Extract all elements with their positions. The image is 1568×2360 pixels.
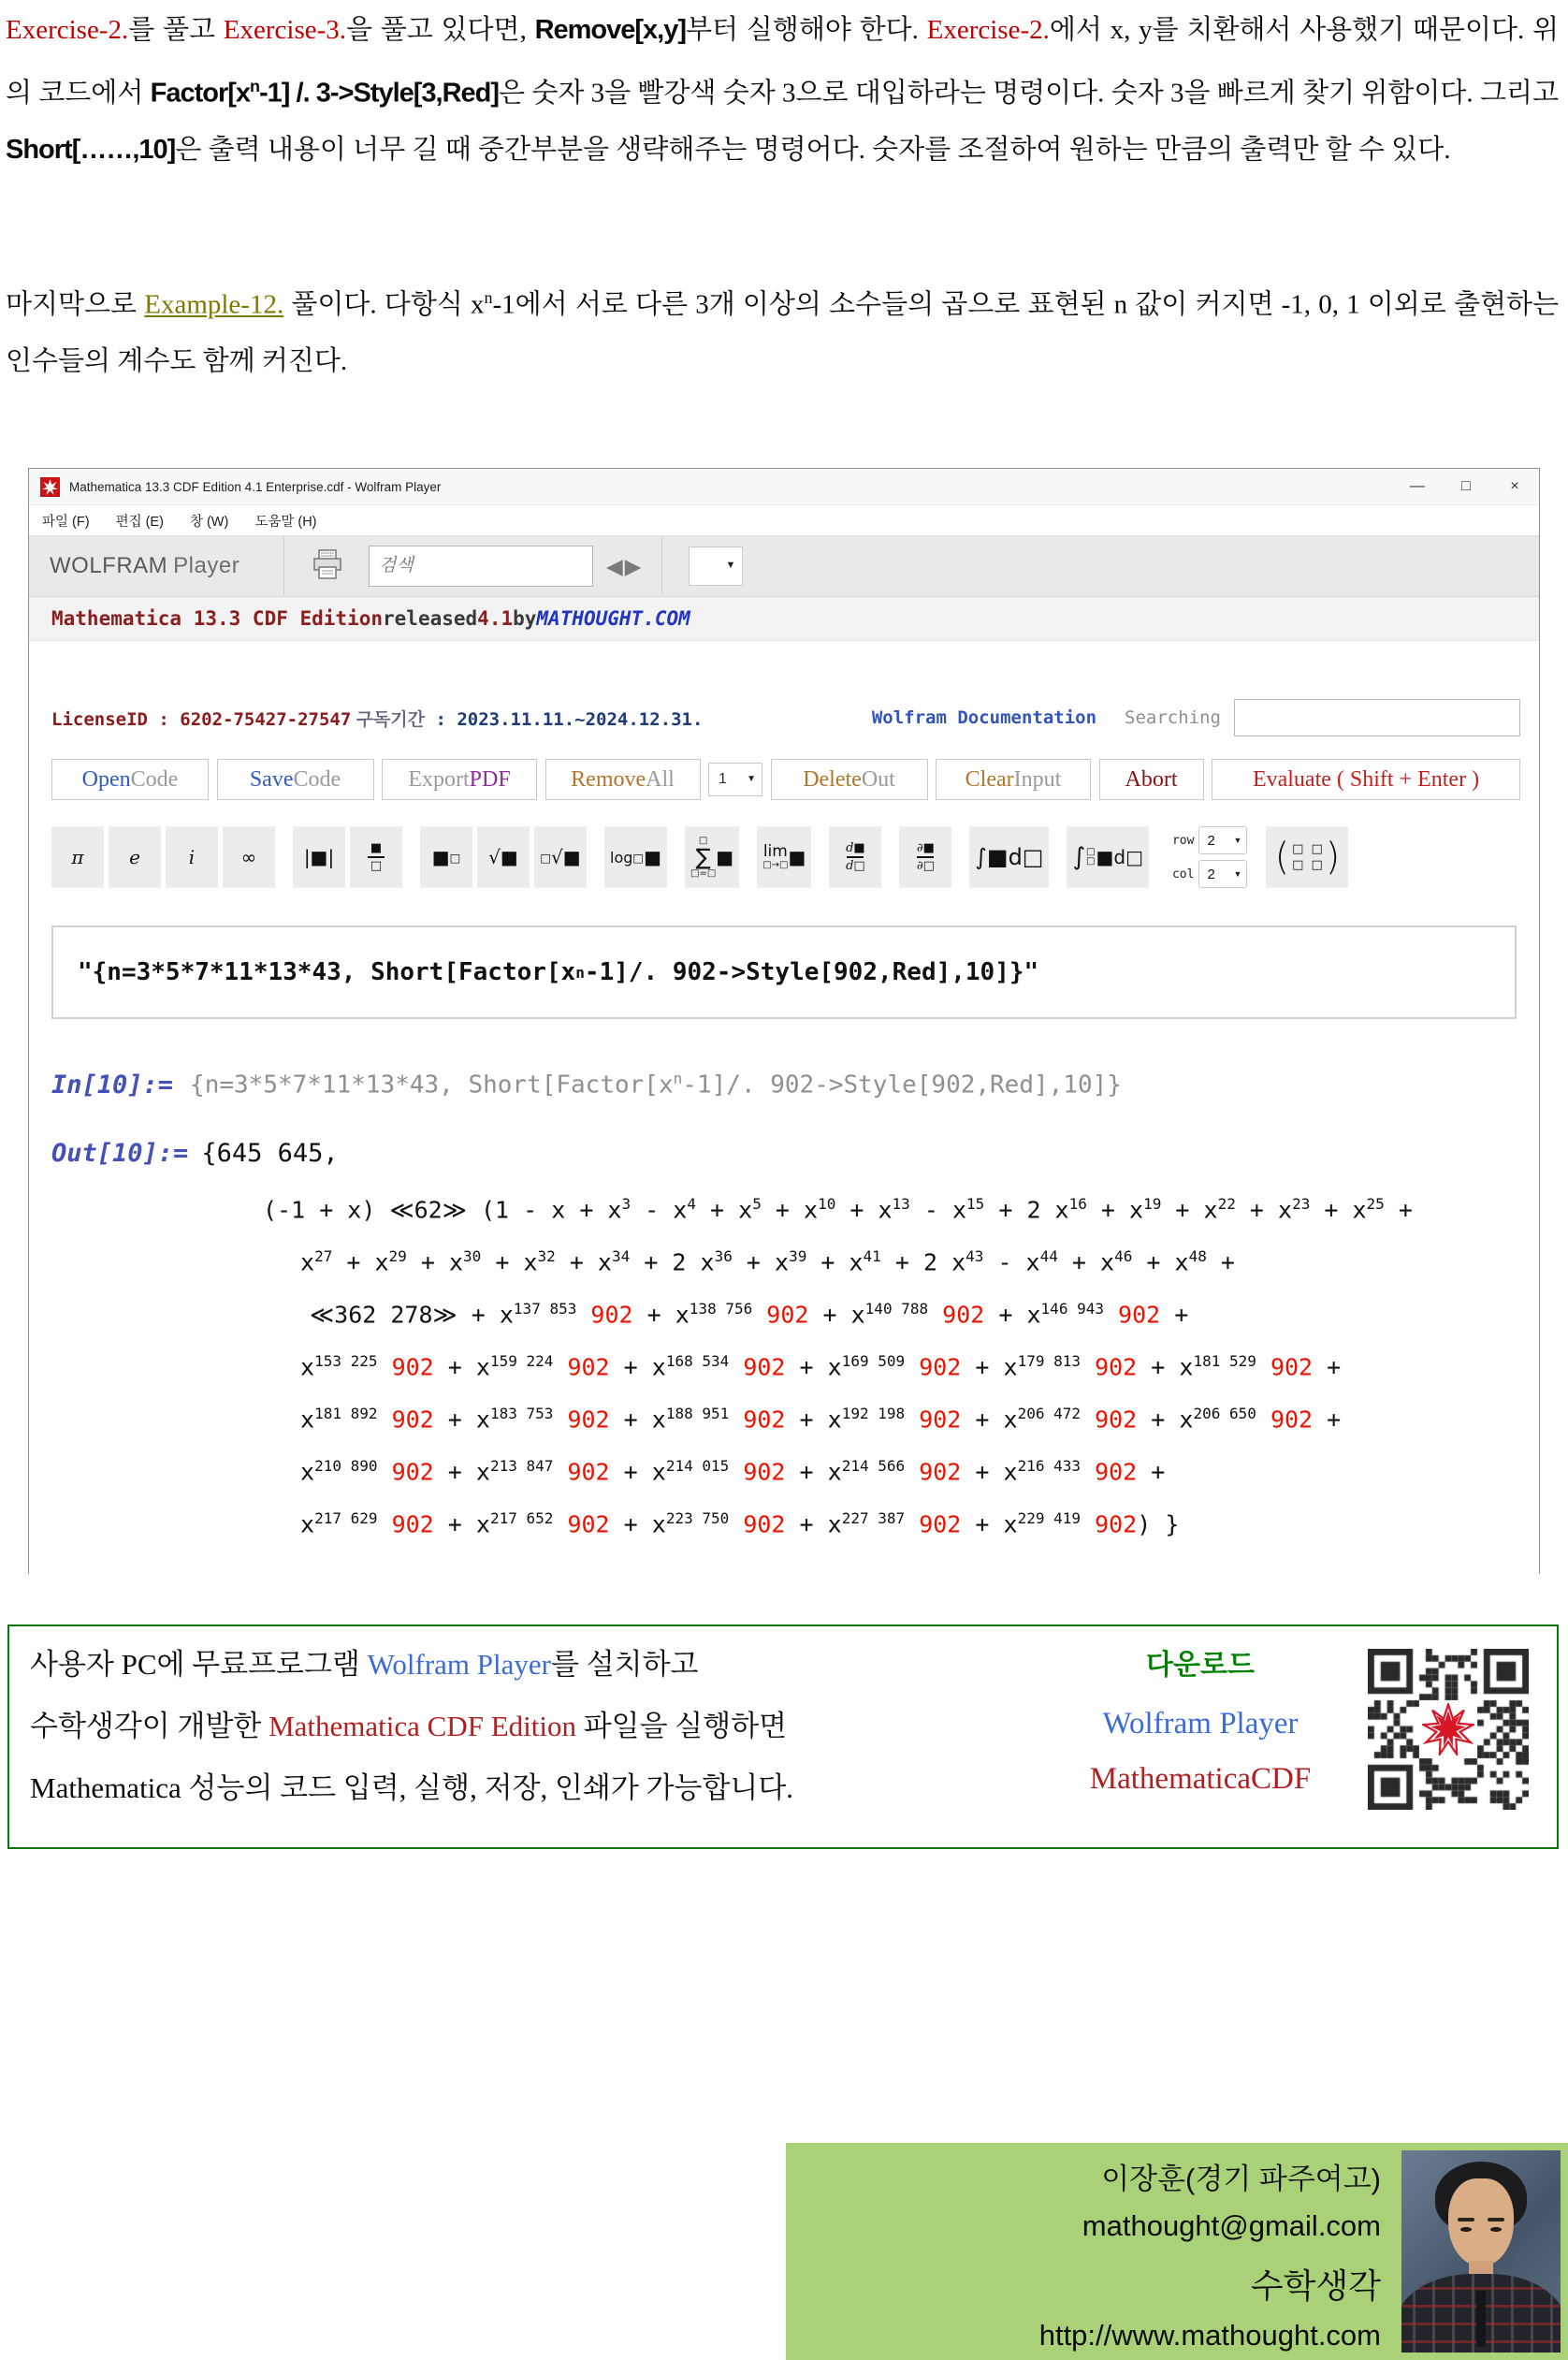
download-label: 다운로드: [1146, 1650, 1255, 1681]
palette-sum-button[interactable]: □ ∑ □=□ ■: [685, 826, 739, 888]
palette-power-button[interactable]: ■ □: [420, 826, 472, 888]
abort-button[interactable]: Abort: [1099, 759, 1204, 800]
palette-infinity-button[interactable]: ∞: [223, 826, 275, 888]
download-info-box: [7, 1624, 1559, 1849]
navigate-arrows: [606, 554, 643, 579]
author-name: 이장훈(경기 파주여고): [1101, 2163, 1381, 2195]
toolbar: [29, 535, 1539, 597]
title-bar: [29, 469, 1539, 505]
wolfram-documentation-link[interactable]: Wolfram Documentation: [871, 707, 1097, 728]
chevron-down-icon: ▼: [725, 560, 736, 571]
next-icon[interactable]: ▶: [624, 553, 644, 578]
menu-help[interactable]: 도움말 (H): [254, 514, 317, 530]
palette-pi-button[interactable]: π: [51, 826, 104, 888]
count-spinner[interactable]: 1 ▼: [708, 763, 762, 796]
save-code-button[interactable]: Save Code: [217, 759, 374, 800]
menu-window[interactable]: 창 (W): [189, 514, 229, 530]
open-code-button[interactable]: Open Code: [51, 759, 209, 800]
license-id: LicenseID : 6202-75427-27547 구독기간 : 2023.11.11.~2024.12.31.: [51, 708, 704, 730]
print-icon[interactable]: [311, 548, 344, 585]
palette-fraction-button[interactable]: ■ □: [350, 826, 402, 888]
window-controls: [1393, 469, 1539, 504]
menu-file[interactable]: 파일 (F): [42, 514, 90, 530]
palette-nthroot-button[interactable]: □ √■: [534, 826, 587, 888]
palette-abs-button[interactable]: |■|: [293, 826, 345, 888]
info-line-2: 수학생각이 개발한 Mathematica CDF Edition 파일을 실행하면: [30, 1710, 788, 1742]
menu-bar: [29, 505, 1539, 535]
output-line: $x^{210 890}$ $902 + x^{213 847}$ $902 + x^{214 015}$ $902 + x^{214 566}$ $902 + x^{216 433}$ 902 +: [300, 1457, 1166, 1486]
author-url: http://www.mathought.com: [1038, 2319, 1381, 2352]
searching-label: Searching: [1125, 707, 1221, 728]
col-label: col: [1171, 867, 1195, 881]
close-button[interactable]: ×: [1510, 478, 1519, 494]
search-input[interactable]: [369, 546, 593, 587]
output-line: (-1 + x) ≪62≫ ($1 - x + x^3 - x^4 + x^5 + x^{10} + x^{13} - x^{15} + 2$ $x^{16} + x^{19} + x^{22} + x^{23} + x^{25}$ +: [263, 1195, 1413, 1224]
toolbar-separator: [661, 537, 662, 595]
palette-log-button[interactable]: log □ ■: [604, 826, 667, 888]
author-email: mathought@gmail.com: [1082, 2209, 1381, 2242]
palette-e-button[interactable]: e: [109, 826, 161, 888]
chevron-down-icon: ▼: [747, 774, 756, 784]
author-brand: 수학생각: [1250, 2266, 1381, 2305]
download-links: [1046, 1641, 1355, 1797]
output-line: $x^{217 629}$ $902 + x^{217 652}$ $902 + x^{223 750}$ $902 + x^{227 387}$ $902 + x^{229 419}$ 902) }: [300, 1509, 1180, 1538]
intro-paragraph: Exercise-2.를 풀고 Exercise-3.을 풀고 있다면, Remove[x,y]부터 실행해야 한다. Exercise-2.에서 x, y를 치환해서 사용했기 때문이다. 위의 코드에서 $Factor[x^n-1]$ /. 3->Style[3,Red]은 숫자 3을 빨강색 숫자 3으로 대입하라는 명령이다. 숫자 3을 빠르게 찾기 위함이다. 그리고 Short[……,10]은 출력 내용이 너무 길 때 중간부분을 생략해주는 명령어다. 숫자를 조절하여 원하는 만큼의 출력만 할 수 있다.: [6, 15, 1559, 165]
author-photo: [1401, 2150, 1561, 2353]
palette-sqrt-button[interactable]: √■: [477, 826, 530, 888]
mathematica-cdf-link[interactable]: MathematicaCDF: [1089, 1762, 1312, 1796]
palette-matrix-button[interactable]: ( □ □ □ □ ): [1266, 826, 1348, 888]
output-line: $x^{27} + x^{29} + x^{30} + x^{32} + x^{34} + 2$ $x^{36} + x^{39} + x^{41} + 2$ $x^{43} - x^{44} + x^{46} + x^{48}$ +: [300, 1247, 1235, 1276]
palette-i-button[interactable]: i: [166, 826, 218, 888]
window-title: Mathematica 13.3 CDF Edition 4.1 Enterprise.cdf - Wolfram Player: [69, 479, 442, 494]
previous-icon[interactable]: ◀: [606, 553, 625, 578]
info-line-3: Mathematica 성능의 코드 입력, 실행, 저장, 인쇄가 가능합니다.: [30, 1771, 794, 1804]
action-buttons-row: [51, 759, 1520, 800]
wolfram-player-link[interactable]: Wolfram Player: [1102, 1707, 1299, 1741]
out-label: Out[10]:=: [51, 1139, 189, 1168]
wolfram-player-logo: WOLFRAM Player: [50, 553, 240, 578]
wolfram-spikey-icon: [40, 477, 60, 497]
out-cell-head: [51, 1139, 339, 1168]
export-pdf-button[interactable]: Export PDF: [382, 759, 537, 800]
matrix-size-controls: [1172, 826, 1247, 888]
palette-partial-button[interactable]: ∂■ ∂□: [899, 826, 951, 888]
wolfram-player-window: [28, 468, 1540, 1574]
output-line: $x^{181 892}$ $902 + x^{183 753}$ $902 + x^{188 951}$ $902 + x^{192 198}$ $902 + x^{206 472}$ $902 + x^{206 650}$ 902 +: [300, 1405, 1342, 1434]
documentation-search-input[interactable]: [1234, 699, 1520, 736]
in-code: {n=3*5*7*11*13*43, $Short[Factor[x^n-1]/$. 902->Style[902,Red],10]}: [190, 1070, 1122, 1100]
palette-derivative-button[interactable]: d■ d□: [829, 826, 881, 888]
math-palette: [51, 826, 1353, 888]
wolfram-spikey-icon: [1419, 1700, 1477, 1758]
clear-input-button[interactable]: Clear Input: [936, 759, 1091, 800]
out-head: {645 645,: [201, 1139, 339, 1168]
code-input-box[interactable]: "{n=3*5*7*11*13*43, Short[Factor[x n -1]/. 902->Style[902,Red],10]}": [51, 925, 1517, 1019]
author-info: [805, 2156, 1381, 2356]
palette-limit-button[interactable]: lim □→□ ■: [757, 826, 811, 888]
row-spinner[interactable]: 2 ▼: [1198, 826, 1247, 854]
minimize-button[interactable]: —: [1410, 478, 1425, 494]
chevron-down-icon: ▼: [1233, 836, 1242, 845]
in-cell: [51, 1070, 1122, 1100]
evaluate-button[interactable]: Evaluate ( Shift + Enter ): [1212, 759, 1520, 800]
author-box: [786, 2143, 1568, 2360]
edition-banner: Mathematica 13.3 CDF Edition released 4.1 by MATHOUGHT.COM: [29, 597, 1539, 641]
output-line: ≪362 278≫ + $x^{137 853}$ $902 + x^{138 756}$ $902 + x^{140 788}$ $902 + x^{146 943}$ 902 +: [310, 1300, 1189, 1329]
palette-definite-integral-button[interactable]: ∫ □ □ ■d□: [1067, 826, 1149, 888]
qr-code: [1368, 1649, 1529, 1810]
delete-out-button[interactable]: Delete Out: [771, 759, 928, 800]
remove-all-button[interactable]: Remove All: [545, 759, 701, 800]
toolbar-separator: [283, 537, 284, 595]
info-text: [30, 1634, 793, 1819]
example-paragraph: 마지막으로 Example-12. 풀이다. 다항식 $x^n-1$에서 서로 다른 3개 이상의 소수들의 곱으로 표현된 n 값이 커지면 -1, 0, 1 이외로 출현하는 인수들의 계수도 함께 커진다.: [6, 288, 1560, 376]
menu-edit[interactable]: 편집 (E): [115, 514, 164, 530]
output-line: $x^{153 225}$ $902 + x^{159 224}$ $902 + x^{168 534}$ $902 + x^{169 509}$ $902 + x^{179 813}$ $902 + x^{181 529}$ 902 +: [300, 1352, 1342, 1381]
col-spinner[interactable]: 2 ▼: [1198, 860, 1247, 888]
notebook-area: [29, 641, 1539, 1578]
in-label: In[10]:=: [51, 1070, 174, 1100]
zoom-dropdown[interactable]: [689, 546, 743, 586]
maximize-button[interactable]: □: [1461, 478, 1471, 494]
license-row: [51, 699, 1520, 736]
palette-integral-button[interactable]: ∫■d□: [969, 826, 1049, 888]
chevron-down-icon: ▼: [1233, 869, 1242, 879]
info-line-1: 사용자 PC에 무료프로그램 Wolfram Player를 설치하고: [30, 1648, 699, 1681]
row-label: row: [1171, 833, 1195, 848]
